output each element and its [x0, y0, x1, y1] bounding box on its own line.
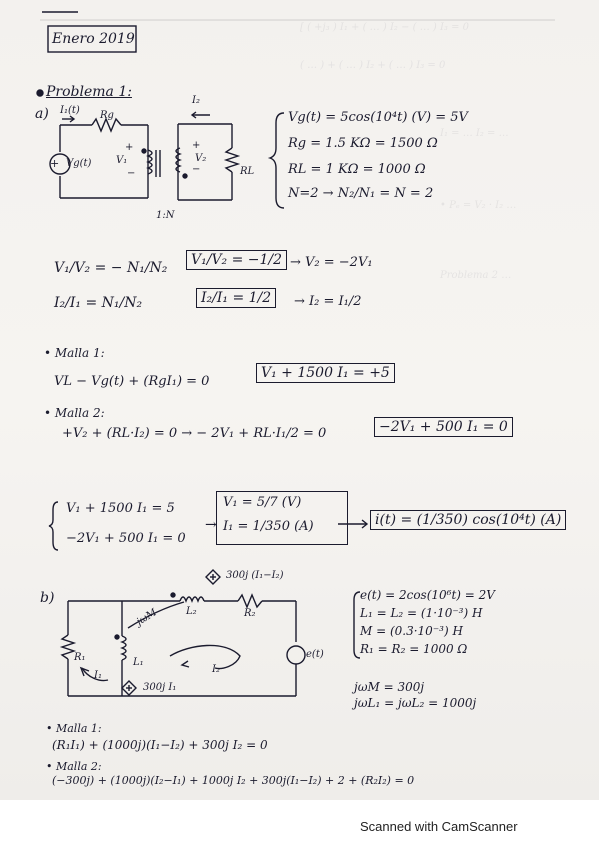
given-b-1: e(t) = 2cos(10⁶t) = 2V	[360, 588, 495, 602]
page-title: Enero 2019	[52, 31, 135, 47]
reactance-2: jωL₁ = jωL₂ = 1000j	[354, 696, 477, 710]
i1-mesh-label: I₁	[94, 670, 102, 681]
dep-source-bottom-label: 300j I₁	[143, 682, 177, 693]
given-4: N=2 → N₂/N₁ = N = 2	[288, 186, 434, 201]
ratio-i-result: → I₂ = I₁/2	[294, 294, 362, 309]
ratio-v-eq: V₁/V₂ = − N₁/N₂	[54, 260, 168, 276]
malla1-boxed: V₁ + 1500 I₁ = +5	[256, 363, 395, 383]
system-eq-1: V₁ + 1500 I₁ = 5	[66, 501, 175, 516]
v2-label: V₂	[195, 153, 207, 164]
ratio-i-eq: I₂/I₁ = N₁/N₂	[54, 295, 143, 311]
malla2-b-label: • Malla 2:	[46, 760, 102, 773]
bleed-through-text: ( … ) + ( … ) I₂ + ( … ) I₃ = 0	[300, 60, 446, 71]
solution-box	[216, 491, 348, 545]
primary-plus: +	[125, 142, 134, 153]
resistor-label-rg: Rg	[100, 110, 114, 121]
bleed-through-text: I₁ = … I₂ = …	[440, 128, 509, 139]
malla2-label: • Malla 2:	[44, 406, 105, 420]
given-3: RL = 1 KΩ = 1000 Ω	[288, 162, 426, 177]
malla1-b-label: • Malla 1:	[46, 722, 102, 735]
r1-label: R₁	[74, 652, 86, 663]
system-eq-2: −2V₁ + 500 I₁ = 0	[66, 531, 186, 546]
malla1-eq: VL − Vg(t) + (RgI₁) = 0	[54, 374, 210, 389]
secondary-minus: −	[192, 164, 201, 175]
scanner-watermark: Scanned with CamScanner	[360, 819, 518, 834]
solve-arrow: →	[205, 517, 217, 533]
malla2-eq: +V₂ + (RL·I₂) = 0 → − 2V₁ + RL·I₁/2 = 0	[62, 426, 327, 441]
malla2-boxed: −2V₁ + 500 I₁ = 0	[374, 417, 513, 437]
malla2-b-eq: (−300j) + (1000j)(I₂−I₁) + 1000j I₂ + 300j(I₁−I₂) + 2 + (R₂I₂) = 0	[52, 774, 415, 787]
given-b-3: M = (0.3·10⁻³) H	[360, 624, 463, 638]
part-b-label: b)	[40, 590, 55, 606]
circuit-a-primary	[50, 116, 160, 198]
source-label-vg: Vg(t)	[66, 158, 92, 169]
ratio-v-result: → V₂ = −2V₁	[290, 255, 373, 270]
malla1-label: • Malla 1:	[44, 346, 105, 360]
current-label-i1: I₁(t)	[60, 105, 80, 116]
l1-label: L₁	[133, 657, 144, 668]
bleed-through-text: Problema 2 …	[440, 270, 512, 281]
v1-label: V₁	[116, 155, 128, 166]
bullet-dot	[37, 90, 43, 96]
givens-brace	[270, 113, 284, 208]
given-b-2: L₁ = L₂ = (1·10⁻³) H	[360, 606, 483, 620]
source-label-e: e(t)	[306, 649, 324, 660]
load-label-rl: RL	[240, 166, 255, 177]
given-b-4: R₁ = R₂ = 1000 Ω	[360, 642, 468, 656]
bleed-through-text: [ ( +j₃ ) I₁ + ( … ) I₂ − ( … ) I₃ = 0	[300, 22, 470, 33]
final-answer: i(t) = (1/350) cos(10⁴t) (A)	[370, 510, 566, 530]
r2-label: R₂	[244, 608, 256, 619]
ratio-i-boxed: I₂/I₁ = 1/2	[196, 288, 276, 308]
malla1-b-eq: (R₁I₁) + (1000j)(I₁−I₂) + 300j I₂ = 0	[52, 738, 268, 752]
i2-mesh-label: I₂	[212, 664, 220, 675]
solution-i1: I₁ = 1/350 (A)	[223, 519, 314, 534]
turns-ratio-label: 1:N	[156, 210, 175, 221]
bleed-through-text: • Pₑ = V₂ · I₂ …	[440, 200, 517, 211]
i2-label: I₂	[192, 95, 200, 106]
circuit-a-secondary	[176, 112, 238, 200]
mutual-label-jwm: jωM	[134, 607, 159, 628]
solution-v1: V₁ = 5/7 (V)	[223, 495, 302, 510]
given-2: Rg = 1.5 KΩ = 1500 Ω	[288, 136, 438, 151]
problem-heading: Problema 1:	[46, 84, 132, 100]
source-plus: +	[50, 157, 60, 170]
reactance-1: jωM = 300j	[354, 680, 425, 694]
l2-label: L₂	[186, 606, 197, 617]
dep-source-top-label: 300j (I₁−I₂)	[226, 570, 284, 581]
part-a-label: a)	[35, 106, 49, 122]
system-brace	[49, 502, 58, 550]
given-1: Vg(t) = 5cos(10⁴t) (V) = 5V	[288, 110, 468, 125]
secondary-plus: +	[192, 140, 201, 151]
ratio-v-boxed: V₁/V₂ = −1/2	[186, 250, 287, 270]
primary-minus: −	[127, 168, 136, 179]
